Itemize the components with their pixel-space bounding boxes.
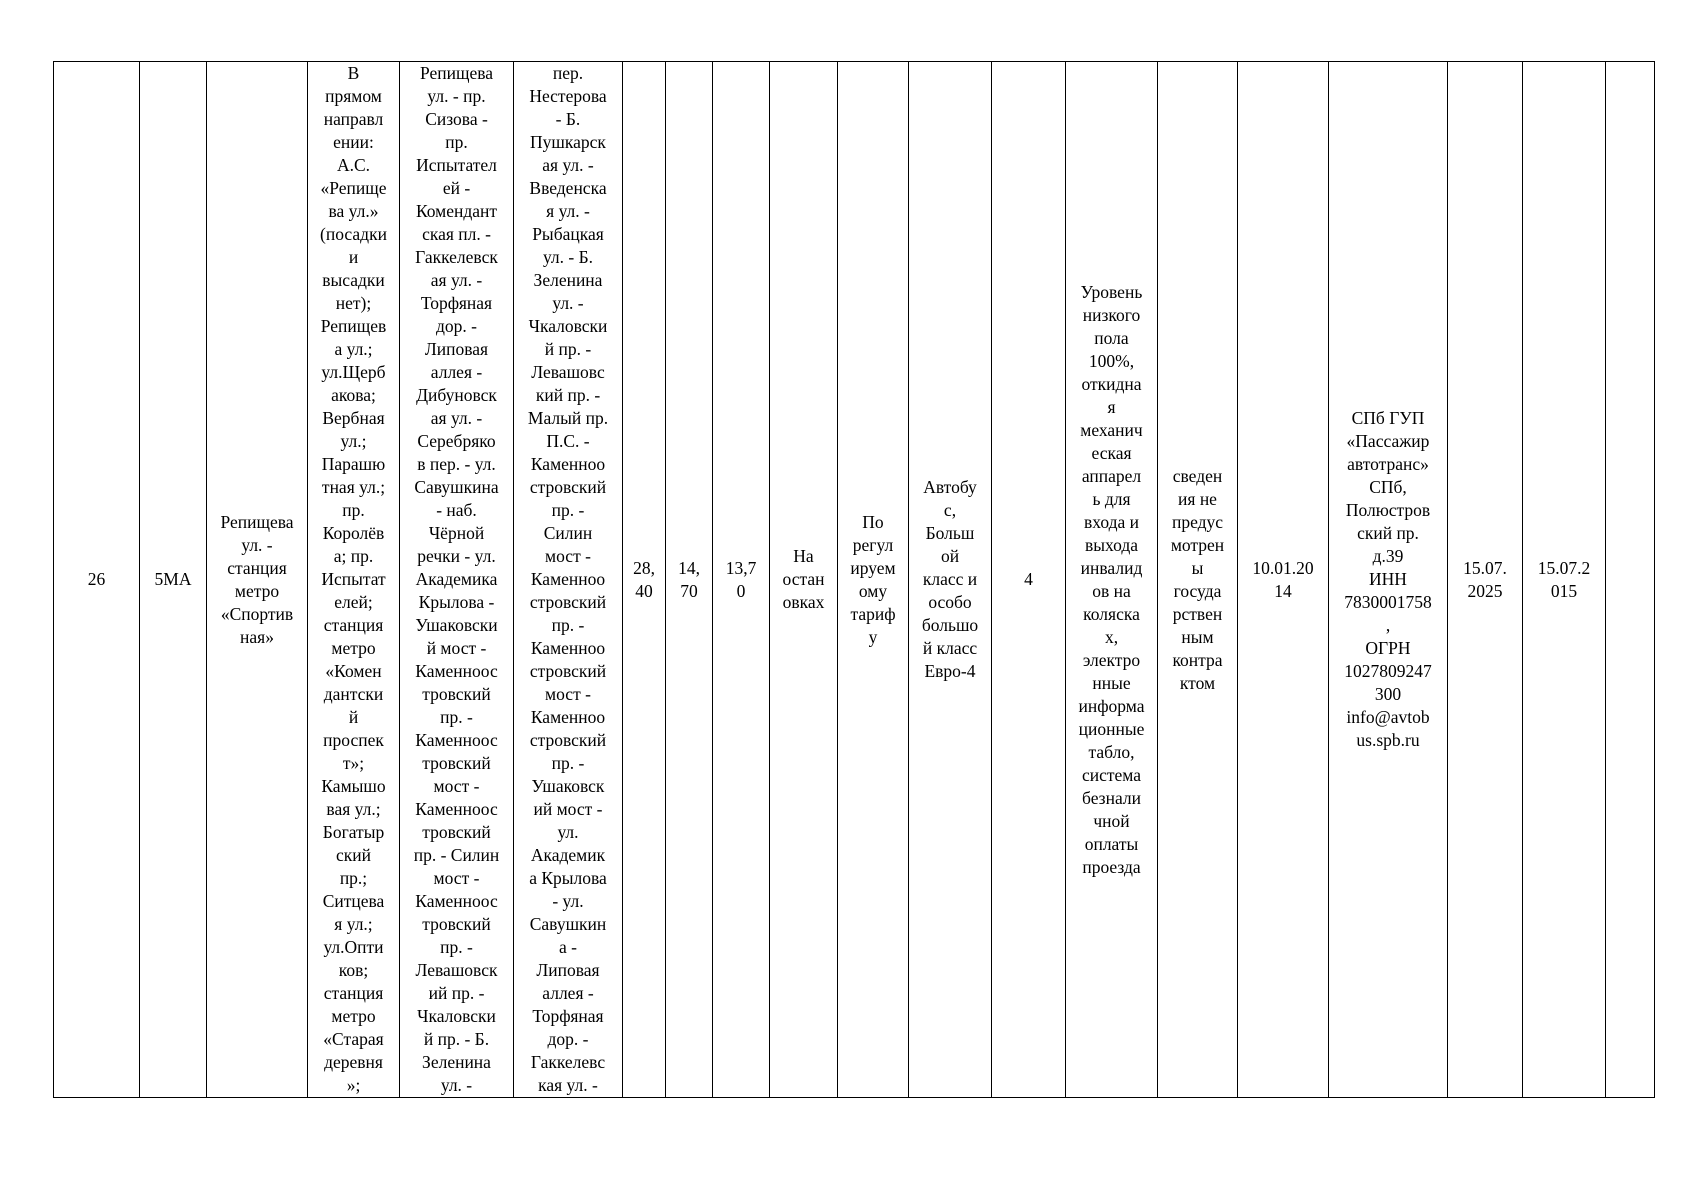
cell-row-number: 26 — [54, 62, 140, 1098]
route-register-table — [53, 61, 1655, 1098]
cell-stop-order: На остан овках — [770, 62, 838, 1098]
cell-tariff: По регул ируем ому тариф у — [838, 62, 909, 1098]
cell-vehicle-count: 4 — [992, 62, 1066, 1098]
cell-length-forward: 28, 40 — [623, 62, 666, 1098]
cell-length-3: 13,7 0 — [713, 62, 770, 1098]
cell-carrier: СПб ГУП «Пассажир автотранс» СПб, Полюстров ский пр. д.39 ИНН 7830001758 , ОГРН 1027809247 300 info@avtob us.spb.ru — [1329, 62, 1448, 1098]
cell-start-date: 10.01.20 14 — [1238, 62, 1329, 1098]
cell-characteristics: Уровень низкого пола 100%, откидна я механич еская аппарел ь для входа и выхода инвалид ов на коляска х, электро нные информа ционные табло, система безнали чной оплаты проезда — [1066, 62, 1158, 1098]
cell-route-code: 5МА — [140, 62, 207, 1098]
cell-empty — [1606, 62, 1655, 1098]
table-row — [54, 62, 1655, 1098]
cell-route-name: Репищева ул. - станция метро «Спортив ная» — [207, 62, 308, 1098]
cell-streets-forward: Репищева ул. - пр. Сизова - пр. Испытател ей - Комендант ская пл. - Гаккелевск ая ул. - Торфяная дор. - Липовая аллея - Дибуновск ая ул. - Серебряко в пер. - ул. Савушкина - наб. Чёрной речки - ул. Академика Крылова - Ушаковски й мост - Каменноос тровский пр. - Каменноос тровский мост - Каменноос тровский пр. - Силин мост - Каменноос тровский пр. - Левашовск ий пр. - Чкаловски й пр. - Б. Зеленина ул. - — [400, 62, 514, 1098]
cell-stops: В прямом направл ении: А.С. «Репище ва ул.» (посадки и высадки нет); Репищев а ул.; ул.Щерб акова; Вербная ул.; Парашю тная ул.; пр. Королёв а; пр. Испытат елей; станция метро «Комен дантски й проспек т»; Камышо вая ул.; Богатыр ский пр.; Ситцева я ул.; ул.Опти ков; станция метро «Старая деревня »; — [308, 62, 400, 1098]
cell-length-backward: 14, 70 — [666, 62, 713, 1098]
cell-date-3: 15.07.2 015 — [1523, 62, 1606, 1098]
cell-contract-info: сведен ия не предус мотрен ы госуда рствен ным контра ктом — [1158, 62, 1238, 1098]
cell-date-2: 15.07. 2025 — [1448, 62, 1523, 1098]
cell-vehicle-class: Автобу с, Больш ой класс и особо большо й класс Евро-4 — [909, 62, 992, 1098]
cell-streets-backward: пер. Нестерова - Б. Пушкарск ая ул. - Введенска я ул. - Рыбацкая ул. - Б. Зеленина ул. - Чкаловски й пр. - Левашовс кий пр. - Малый пр. П.С. - Каменноо стровский пр. - Силин мост - Каменноо стровский пр. - Каменноо стровский мост - Каменноо стровский пр. - Ушаковск ий мост - ул. Академик а Крылова - ул. Савушкин а - Липовая аллея - Торфяная дор. - Гаккелевс кая ул. - — [514, 62, 623, 1098]
